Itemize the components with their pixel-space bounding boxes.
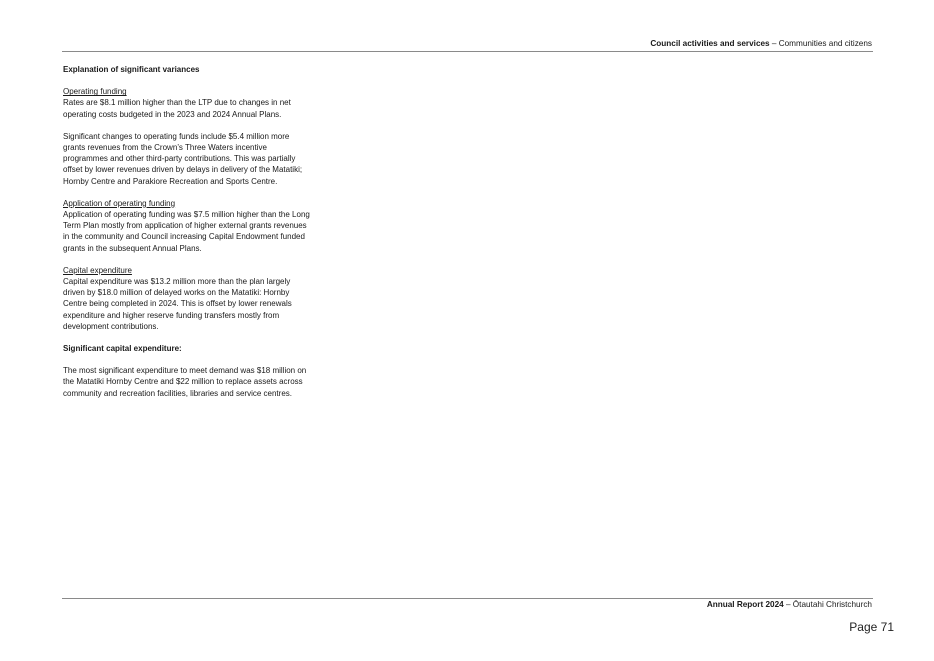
significant-capex-paragraph: The most significant expenditure to meet demand was $18 million on the Matatiki Hornby Centre and $22 million to replace assets across community and recreation facilities, libraries and service centres. — [63, 366, 307, 398]
capital-expenditure-subheading: Capital expenditure — [63, 265, 132, 275]
operating-funding-paragraph-1: Rates are $8.1 million higher than the LTP due to changes in net operating costs budgeted in the 2023 and 2024 Annual Plans. — [63, 98, 291, 119]
footer-divider — [62, 598, 873, 599]
section-heading: Explanation of significant variances — [63, 65, 200, 74]
header-section-subtitle: – Communities and citizens — [769, 39, 872, 48]
footer-report-location: – Ōtautahi Christchurch — [783, 600, 872, 609]
footer-report-title: Annual Report 2024 — [706, 600, 784, 609]
header-section-title: Council activities and services — [650, 39, 770, 48]
operating-funding-subheading: Operating funding — [63, 87, 127, 97]
application-funding-paragraph: Application of operating funding was $7.5 million higher than the Long Term Plan mostly from application of higher external grants revenues in the community and Council increasing Capital Endowment funded grants in the subsequent Annual Plans. — [63, 210, 310, 253]
page-number: Page 71 — [849, 620, 894, 634]
running-header — [650, 39, 872, 48]
running-footer — [707, 600, 872, 609]
main-content — [63, 64, 313, 399]
capital-expenditure-paragraph: Capital expenditure was $13.2 million more than the plan largely driven by $18.0 million of delayed works on the Matatiki: Hornby Centre being completed in 2024. This is offset by lower renewals expenditure and higher reserve funding transfers mostly from development contributions. — [63, 277, 292, 331]
significant-capex-heading: Significant capital expenditure: — [63, 344, 182, 354]
application-funding-subheading: Application of operating funding — [63, 198, 176, 208]
operating-funding-paragraph-2: Significant changes to operating funds include $5.4 million more grants revenues from the Crown’s Three Waters incentive programmes and other third-party contributions. This was partially offset by lower revenues driven by delays in delivery of the Matatiki; Hornby Centre and Parakiore Recreation and Sports Centre. — [63, 131, 303, 186]
header-divider — [62, 51, 873, 52]
